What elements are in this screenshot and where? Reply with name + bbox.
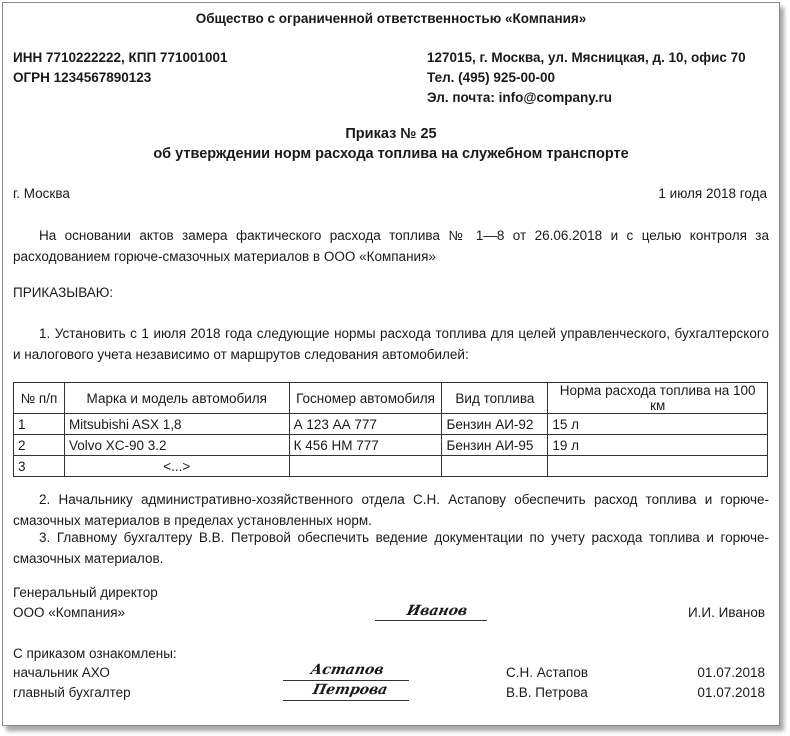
item-1: 1. Установить с 1 июля 2018 года следующие нормы расхода топлива для целей управленческого, бухгалтерского и налогового учета независимо от маршрутов следования автомобилей:	[13, 326, 769, 362]
director-name: И.И. Иванов	[687, 605, 765, 620]
table-row	[14, 435, 768, 456]
director-company: ООО «Компания»	[13, 605, 126, 620]
preamble: На основании актов замера фактического расхода топлива № 1—8 от 26.06.2018 и с целью контроля за расходованием горюче-смазочных материалов в ООО «Компания»	[13, 228, 769, 264]
inn-kpp: ИНН 7710222222, КПП 771001001	[13, 50, 228, 65]
cell-number: 2	[14, 435, 65, 456]
director-position: Генеральный директор	[13, 585, 158, 600]
cell-norm: 15 л	[548, 414, 768, 435]
cell-plate	[289, 456, 442, 477]
cell-norm: 19 л	[548, 435, 768, 456]
place: г. Москва	[13, 186, 70, 201]
item-3: 3. Главному бухгалтеру В.В. Петровой обеспечить ведение документации по учету расхода топлива и горюче-смазочных материалов.	[13, 530, 769, 566]
company-name: Общество с ограниченной ответственностью «Компания»	[195, 11, 587, 26]
person-name: С.Н. Астапов	[506, 665, 589, 680]
ogrn: ОГРН 1234567890123	[13, 70, 152, 85]
fuel-norms-table	[13, 382, 768, 477]
phone: Тел. (495) 925-00-00	[427, 70, 555, 85]
col-header-norm: Норма расхода топлива на 100 км	[548, 383, 768, 414]
table-header-row	[14, 383, 768, 414]
item-2: 2. Начальнику административно-хозяйственного отдела С.Н. Астапову обеспечить расход топлива и горюче-смазочных материалов в пределах установленных норм.	[13, 492, 769, 528]
cell-fuel	[442, 456, 548, 477]
order-title: Приказ № 25	[345, 126, 437, 142]
table-row	[14, 414, 768, 435]
cell-fuel: Бензин АИ-92	[442, 414, 548, 435]
director-signature: Иванов	[405, 603, 469, 619]
cell-number: 1	[14, 414, 65, 435]
director-signature-line	[375, 620, 487, 621]
order-date: 1 июля 2018 года	[658, 186, 767, 201]
acquainted-heading: С приказом ознакомлены:	[13, 646, 177, 661]
cell-fuel: Бензин АИ-95	[442, 435, 548, 456]
address: 127015, г. Москва, ул. Мясницкая, д. 10, офис 70	[427, 50, 746, 65]
signature-line	[283, 700, 409, 701]
cell-plate: А 123 АА 777	[289, 414, 442, 435]
person-date: 01.07.2018	[697, 685, 765, 700]
person-position: начальник АХО	[13, 665, 110, 680]
cell-model: Volvo XC-90 3.2	[64, 435, 289, 456]
person-signature: Астапов	[309, 662, 386, 678]
signature-line	[283, 680, 409, 681]
cell-norm	[548, 456, 768, 477]
email: Эл. почта: info@company.ru	[427, 90, 613, 105]
person-name: В.В. Петрова	[506, 685, 588, 700]
table-row	[14, 456, 768, 477]
person-position: главный бухгалтер	[13, 685, 131, 700]
cell-plate: К 456 НМ 777	[289, 435, 442, 456]
col-header-fuel: Вид топлива	[442, 383, 548, 414]
col-header-number: № п/п	[14, 383, 65, 414]
person-date: 01.07.2018	[697, 665, 765, 680]
cell-model: <...>	[64, 456, 289, 477]
order-word: ПРИКАЗЫВАЮ:	[13, 285, 114, 300]
order-subtitle: об утверждении норм расхода топлива на служебном транспорте	[153, 146, 629, 162]
person-signature: Петрова	[311, 682, 390, 698]
col-header-plate: Госномер автомобиля	[289, 383, 442, 414]
cell-number: 3	[14, 456, 65, 477]
cell-model: Mitsubishi ASX 1,8	[64, 414, 289, 435]
col-header-model: Марка и модель автомобиля	[64, 383, 289, 414]
document-page	[2, 2, 780, 726]
